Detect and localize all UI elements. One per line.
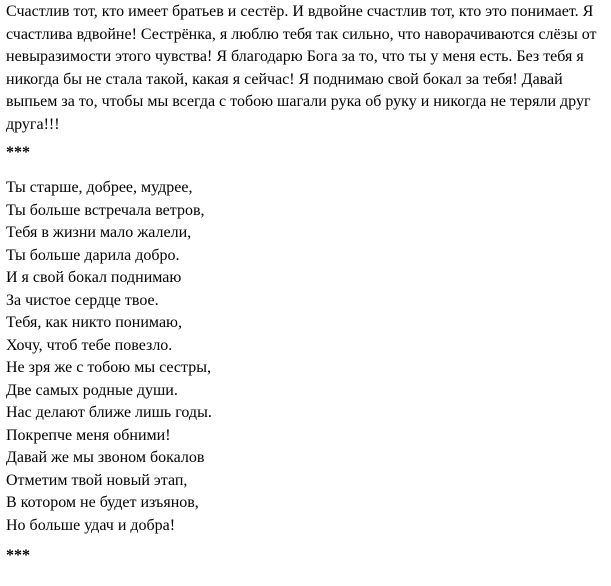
poem-line: Но больше удач и добра! [6,516,176,534]
poem-line: Тебя в жизни мало жалели, [6,224,192,241]
poem [6,177,606,537]
poem-line: Ты больше встречала ветров, [6,201,205,219]
intro-paragraph: Счастлив тот, кто имеет братьев и сестёр. И вдвойне счастлив тот, кто это понимает. Я счастлива вдвойне! Сестрёнка, я люблю тебя так сильно, что наворачиваются слёзы от невыразимости этого чувства! Я благодарю Бога за то, что ты у меня есть. Без тебя я никогда бы не стала такой, какая я сейчас! Я поднимаю свой бокал за тебя! Давай выпьем за то, чтобы мы всегда с тобою шагали рука об руку и никогда не теряли друг друга!!! [6,3,597,133]
poem-line: Ты старше, добрее, мудрее, [6,179,193,196]
poem-line: Тебя, как никто понимаю, [6,314,182,331]
poem-line: И я свой бокал поднимаю [6,269,182,286]
poem-line: Не зря же с тобою мы сестры, [6,359,211,376]
poem-line: Нас делают ближе лишь годы. [6,404,212,421]
section-separator-2: *** [6,547,30,564]
document-body [6,0,606,567]
poem-line: Ты больше дарила добро. [6,246,180,264]
section-separator-1: *** [6,144,30,161]
poem-line: Давай же мы звоном бокалов [6,449,205,466]
poem-line: Хочу, чтоб тебе повезло. [6,336,173,354]
poem-line: Покрепче меня обними! [6,426,171,444]
poem-line: Две самых родные души. [6,381,178,399]
poem-line: В котором не будет изъянов, [6,494,199,511]
poem-line: Отметим твой новый этап, [6,471,188,489]
poem-line: За чистое сердце твое. [6,291,159,309]
